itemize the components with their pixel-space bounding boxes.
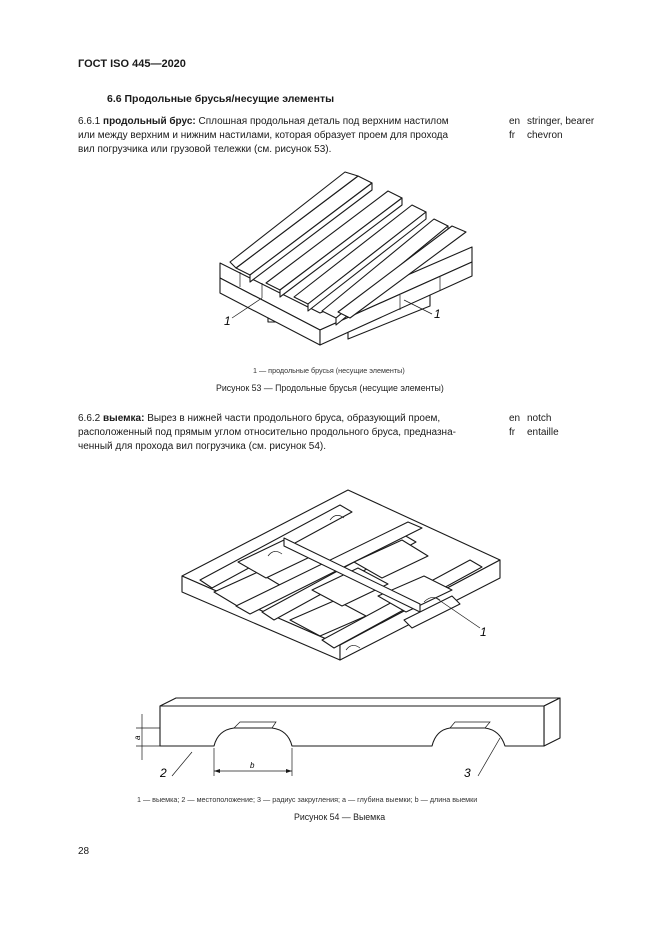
notched-pallet-body [182,490,500,660]
definition-line: Сплошная продольная деталь под верхним настилом [198,116,449,127]
figure-53-caption: Рисунок 53 — Продольные брусья (несущие элементы) [216,383,444,393]
definition-line: или между верхним и нижним настилами, которая образует проем для прохода [78,130,449,142]
translation-en: stringer, bearer [527,116,595,127]
definition-line: Вырез в нижней части продольного бруса, образующий проем, [147,413,441,424]
translation-fr: entaille [527,427,559,439]
figure-54-callout-3: 3 [464,766,471,780]
standard-header: ГОСТ ISO 445—2020 [78,58,186,70]
figure-54-callout-2: 2 [160,766,167,780]
section-title: 6.6 Продольные брусья/несущие элементы [107,93,335,105]
lang-code-fr: fr [509,427,516,439]
page-number: 28 [78,846,90,857]
dimension-b-label: b [250,761,255,770]
stringer-side-view [160,698,560,746]
figure-54-legend: 1 — выемка; 2 — местоположение; 3 — радиус закругления; a — глубина выемки; b — длина выемки [137,795,478,804]
dimension-a-label: a [133,735,142,740]
lang-code-en: en [509,116,521,127]
term-name: продольный брус: [103,116,196,127]
translation-fr: chevron [527,130,563,142]
figure-53-callout-1-right: 1 [434,307,441,321]
figure-53-legend: 1 — продольные брусья (несущие элементы) [253,366,405,375]
lang-code-en: en [509,413,521,424]
term-number: 6.6.1 [78,116,101,127]
definition-line: вил погрузчика или грузовой тележки (см. рисунок 53). [78,144,332,156]
definition-line: ченный для прохода вил погрузчика (см. рисунок 54). [78,441,327,453]
lang-code-fr: fr [509,130,516,142]
figure-53-callout-1: 1 [224,314,231,328]
term-number: 6.6.2 [78,413,101,424]
figure-54-callout-1: 1 [480,625,487,639]
translation-en: notch [527,413,552,424]
definition-line: расположенный под прямым углом относительно продольного бруса, предназна- [78,427,456,439]
figure-54-caption: Рисунок 54 — Выемка [294,812,386,822]
term-name: выемка: [103,413,145,424]
